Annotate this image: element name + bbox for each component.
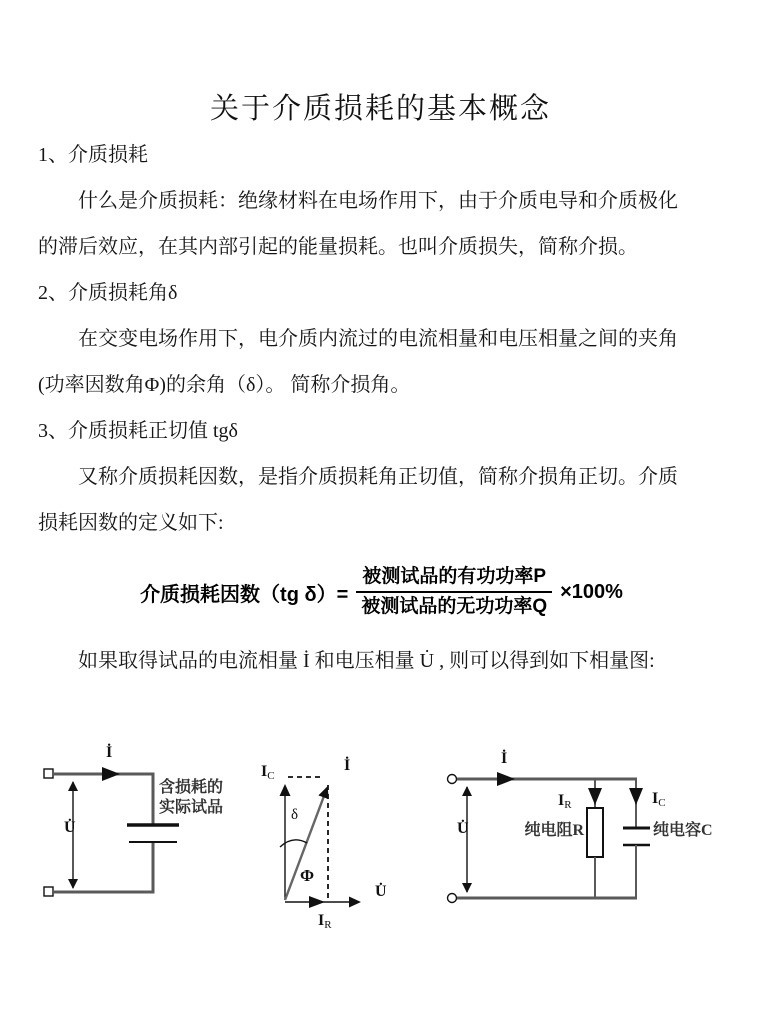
body-line: 又称介质损耗因数，是指介质损耗角正切值，简称介损角正切。介质 <box>78 466 678 488</box>
terminal-bottom <box>44 887 53 896</box>
capacitor-label: 纯电容C <box>653 822 713 839</box>
body-line: 的滞后效应，在其内部引起的能量损耗。也叫介质损失，简称介损。 <box>38 236 638 258</box>
current-arrowhead <box>497 772 515 786</box>
phasor-diagram <box>255 740 420 945</box>
ir-sub: R <box>324 919 332 931</box>
closing-line: 如果取得试品的电流相量 İ 和电压相量 U̇ , 则可以得到如下相量图: <box>78 650 655 672</box>
sample-label-line1: 含损耗的 <box>159 779 224 796</box>
document-body <box>38 132 725 684</box>
ir-arrowhead <box>309 896 325 908</box>
ic-base: I <box>261 763 268 780</box>
formula-denominator: 被测试品的无功功率Q <box>361 596 548 617</box>
bottom-wire <box>53 843 153 892</box>
ic-label <box>652 790 666 809</box>
sample-label-line2: 实际试品 <box>159 799 224 816</box>
u-label: U̇ <box>375 883 387 900</box>
resistor-label: 纯电阻R <box>524 822 584 839</box>
formula-lhs: 介质损耗因数（tg δ）= <box>140 583 349 606</box>
ir-base: I <box>558 792 565 809</box>
ir-label <box>318 912 332 931</box>
current-label: İ <box>501 750 508 767</box>
heading-3: 3、介质损耗正切值 tgδ <box>38 420 238 442</box>
body-line: 在交变电场作用下，电介质内流过的电流相量和电压相量之间的夹角 <box>78 328 678 350</box>
voltage-label: U̇ <box>64 819 76 836</box>
current-arrowhead <box>102 767 120 781</box>
top-wire <box>53 774 153 824</box>
voltage-label: U̇ <box>457 820 469 837</box>
delta-arc <box>280 840 307 847</box>
body-line: 损耗因数的定义如下: <box>38 512 224 534</box>
terminal-top <box>448 775 457 784</box>
ir-arrowhead <box>588 788 602 805</box>
lossy-sample-circuit-diagram <box>40 735 255 925</box>
terminal-bottom <box>448 894 457 903</box>
phi-label: Φ <box>300 866 315 885</box>
parallel-rc-diagram <box>440 735 740 925</box>
diagram-strip <box>0 728 761 958</box>
ic-arrowhead <box>629 788 643 805</box>
ir-sub: R <box>564 799 572 811</box>
ic-sub: C <box>658 797 666 809</box>
ir-label <box>558 792 572 811</box>
dielectric-loss-formula <box>38 546 725 638</box>
heading-1: 1、介质损耗 <box>38 144 148 166</box>
delta-label: δ <box>291 807 299 823</box>
ic-label <box>261 763 275 782</box>
formula-suffix: ×100% <box>560 580 623 603</box>
formula-numerator: 被测试品的有功功率P <box>356 564 552 593</box>
body-line: (功率因数角Φ)的余角（δ）。 简称介损角。 <box>38 374 411 396</box>
current-label: İ <box>106 744 113 761</box>
heading-2: 2、介质损耗角δ <box>38 282 178 304</box>
body-line: 什么是介质损耗：绝缘材料在电场作用下，由于介质电导和介质极化 <box>78 190 678 212</box>
ic-sub: C <box>267 770 275 782</box>
resistor-symbol <box>587 808 603 857</box>
page-title: 关于介质损耗的基本概念 <box>209 93 551 125</box>
i-label: İ <box>344 757 351 774</box>
formula-fraction <box>356 564 552 619</box>
ic-base: I <box>652 790 659 807</box>
ir-base: I <box>318 912 325 929</box>
terminal-top <box>44 769 53 778</box>
